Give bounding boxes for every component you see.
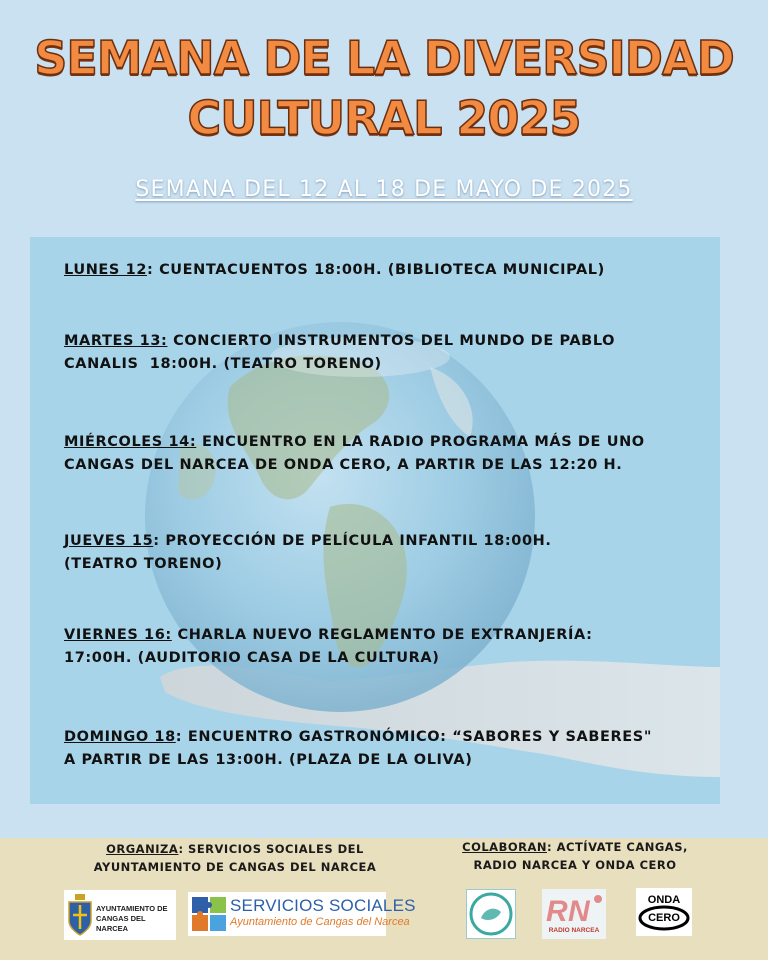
schedule-panel xyxy=(30,237,720,804)
colaboran-label: COLABORAN xyxy=(462,840,547,854)
event-text: ENCUENTRO GASTRONÓMICO: “SABORES Y SABERES" xyxy=(187,729,652,745)
ayuntamiento-logo: AYUNTAMIENTO DE CANGAS DEL NARCEA xyxy=(64,890,176,940)
event-text: 17:00H. (AUDITORIO CASA DE LA CULTURA) xyxy=(64,650,440,666)
event-text: CONCIERTO INSTRUMENTOS DEL MUNDO DE PABLO xyxy=(173,333,616,349)
event-lunes: LUNES 12: CUENTACUENTOS 18:00H. (BIBLIOTECA MUNICIPAL) xyxy=(64,262,605,278)
poster-title-line2: CULTURAL 2025 xyxy=(187,91,581,145)
event-text: CHARLA NUEVO REGLAMENTO DE EXTRANJERÍA: xyxy=(177,627,593,643)
event-day: DOMINGO 18 xyxy=(64,729,176,745)
poster-subtitle: SEMANA DEL 12 AL 18 DE MAYO DE 2025 xyxy=(135,177,633,202)
rn-letters-icon xyxy=(542,889,606,927)
event-text: CANALIS 18:00H. (TEATRO TORENO) xyxy=(64,356,382,372)
activate-cangas-logo xyxy=(466,889,516,939)
event-text: ENCUENTRO EN LA RADIO PROGRAMA MÁS DE UNO xyxy=(201,434,645,450)
globe-in-hand-image xyxy=(30,237,720,804)
event-text: A PARTIR DE LAS 13:00H. (PLAZA DE LA OLIVA) xyxy=(64,752,473,768)
puzzle-icon xyxy=(191,896,227,932)
event-text: CANGAS DEL NARCEA DE ONDA CERO, A PARTIR DE LAS 12:20 H. xyxy=(64,457,623,473)
poster-title-line1: SEMANA DE LA DIVERSIDAD xyxy=(34,31,734,85)
colaboran-credit: COLABORAN: ACTÍVATE CANGAS, RADIO NARCEA Y ONDA CERO xyxy=(462,840,688,872)
event-text: PROYECCIÓN DE PELÍCULA INFANTIL 18:00H. xyxy=(165,533,552,549)
event-text: CUENTACUENTOS 18:00H. (BIBLIOTECA MUNICIPAL) xyxy=(159,262,605,278)
event-martes xyxy=(64,330,704,376)
activate-emblem-icon xyxy=(467,890,515,938)
servicios-sociales-logo: SERVICIOS SOCIALES Ayuntamiento de Cangas del Narcea xyxy=(188,892,386,936)
event-viernes xyxy=(64,624,704,670)
event-day: JUEVES 15 xyxy=(64,533,154,549)
radio-narcea-logo: R N RADIO NARCEA xyxy=(542,889,606,939)
onda-cero-logo: ONDA CERO xyxy=(636,888,692,936)
event-domingo: DOMINGO 18: ENCUENTRO GASTRONÓMICO: “SABORES Y SABERES" A PARTIR DE LAS 13:00H. (PLAZA DE LA OLIVA) xyxy=(64,729,652,768)
event-text: (TEATRO TORENO) xyxy=(64,556,223,572)
svg-text:N: N xyxy=(568,895,590,927)
organiza-credit: ORGANIZA: SERVICIOS SOCIALES DEL AYUNTAMIENTO DE CANGAS DEL NARCEA xyxy=(93,842,377,874)
event-day: MIÉRCOLES 14: xyxy=(64,434,197,450)
event-jueves: JUEVES 15: PROYECCIÓN DE PELÍCULA INFANTIL 18:00H. (TEATRO TORENO) xyxy=(64,533,552,572)
organiza-label: ORGANIZA xyxy=(106,842,179,856)
event-day: VIERNES 16: xyxy=(64,627,172,643)
event-day: MARTES 13: xyxy=(64,333,168,349)
svg-text:R: R xyxy=(546,895,568,927)
event-day: LUNES 12 xyxy=(64,262,148,278)
coat-of-arms-icon xyxy=(66,893,94,937)
event-miercoles xyxy=(64,431,704,477)
